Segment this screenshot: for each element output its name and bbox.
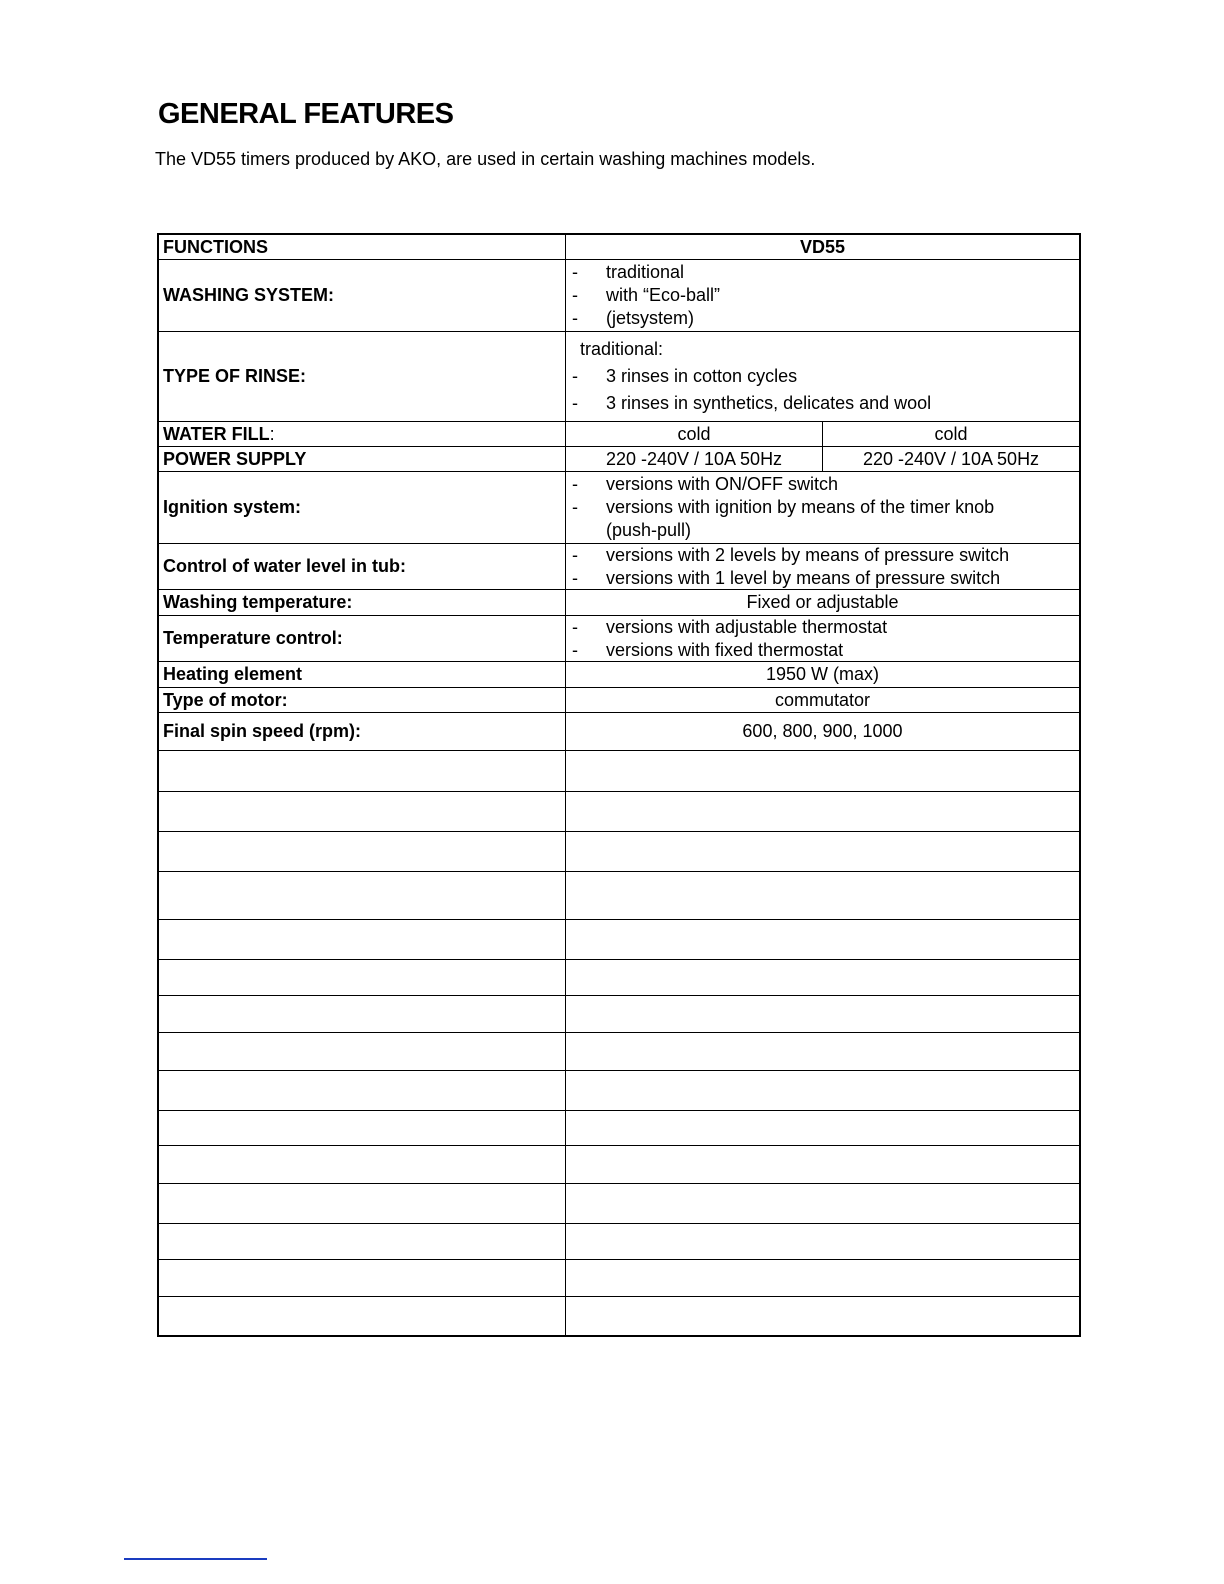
water-fill-value: cold — [566, 422, 823, 446]
spin-speed-value: 600, 800, 900, 1000 — [742, 721, 903, 741]
table-row — [159, 1297, 1079, 1335]
list-item: - 3 rinses in cotton cycles — [572, 366, 798, 386]
row-temperature-control — [159, 616, 1079, 662]
temperature-control-label: Temperature control: — [159, 616, 566, 661]
heating-element-label: Heating element — [159, 662, 566, 687]
list-item: - versions with fixed thermostat — [572, 639, 844, 660]
type-of-rinse-values — [566, 332, 1079, 421]
header-functions: FUNCTIONS — [159, 235, 566, 259]
power-supply-value: 220 -240V / 10A 50Hz — [566, 447, 823, 471]
table-row — [159, 792, 1079, 832]
washing-system-values — [566, 260, 1079, 331]
row-spin-speed — [159, 713, 1079, 751]
table-row — [159, 1111, 1079, 1146]
temperature-control-values — [566, 616, 1079, 661]
footnote-divider — [124, 1558, 267, 1560]
page-title: GENERAL FEATURES — [158, 98, 454, 130]
intro-paragraph: The VD55 timers produced by AKO, are used in certain washing machines models. — [155, 149, 816, 169]
water-fill-value: cold — [934, 423, 968, 444]
features-table — [157, 233, 1081, 1337]
ignition-label: Ignition system: — [159, 472, 566, 543]
power-supply-values — [566, 447, 1079, 471]
table-row — [159, 960, 1079, 996]
list-item: - (jetsystem) — [572, 308, 695, 328]
header-vd55: VD55 — [799, 236, 846, 257]
water-fill-label: WATER FILL : — [159, 422, 566, 446]
washing-temperature-value: Fixed or adjustable — [746, 592, 899, 612]
table-header-row — [159, 235, 1079, 260]
table-row — [159, 1146, 1079, 1184]
row-type-of-rinse — [159, 332, 1079, 422]
row-water-fill — [159, 422, 1079, 447]
list-item: - versions with ignition by means of the timer knob — [572, 497, 995, 517]
row-water-level — [159, 544, 1079, 590]
table-row — [159, 1260, 1079, 1297]
type-of-rinse-label: TYPE OF RINSE: — [159, 332, 566, 421]
list-item: - traditional — [572, 262, 685, 282]
row-type-of-motor — [159, 688, 1079, 713]
ignition-continuation: (push-pull) — [606, 520, 692, 540]
table-row — [159, 832, 1079, 872]
motor-value: commutator — [774, 689, 871, 710]
table-row — [159, 1224, 1079, 1260]
row-heating-element — [159, 662, 1079, 688]
heating-element-value: 1950 W (max) — [765, 664, 880, 684]
list-item: - versions with 2 levels by means of pressure switch — [572, 544, 1010, 565]
power-supply-value: 220 -240V / 10A 50Hz — [862, 448, 1040, 469]
power-supply-label: POWER SUPPLY — [159, 447, 566, 471]
row-power-supply — [159, 447, 1079, 472]
table-row — [159, 1184, 1079, 1224]
list-item: - versions with 1 level by means of pressure switch — [572, 567, 1001, 588]
rinse-intro: traditional: — [580, 339, 664, 359]
row-washing-temperature — [159, 590, 1079, 616]
list-item: - with “Eco-ball” — [572, 285, 721, 305]
table-row — [159, 1033, 1079, 1071]
ignition-values — [566, 472, 1079, 543]
motor-label: Type of motor: — [159, 688, 566, 712]
list-item: - 3 rinses in synthetics, delicates and wool — [572, 393, 932, 413]
water-level-values — [566, 544, 1079, 589]
washing-temperature-label: Washing temperature: — [159, 590, 566, 615]
row-washing-system — [159, 260, 1079, 332]
list-item: - versions with adjustable thermostat — [572, 616, 888, 637]
table-row — [159, 751, 1079, 792]
row-ignition-system — [159, 472, 1079, 544]
water-fill-values — [566, 422, 1079, 446]
table-row — [159, 920, 1079, 960]
table-row — [159, 996, 1079, 1033]
washing-system-label: WASHING SYSTEM: — [159, 260, 566, 331]
water-level-label: Control of water level in tub: — [159, 544, 566, 589]
spin-speed-label: Final spin speed (rpm): — [159, 713, 566, 750]
table-row — [159, 872, 1079, 920]
list-item: - versions with ON/OFF switch — [572, 474, 839, 494]
table-row — [159, 1071, 1079, 1111]
